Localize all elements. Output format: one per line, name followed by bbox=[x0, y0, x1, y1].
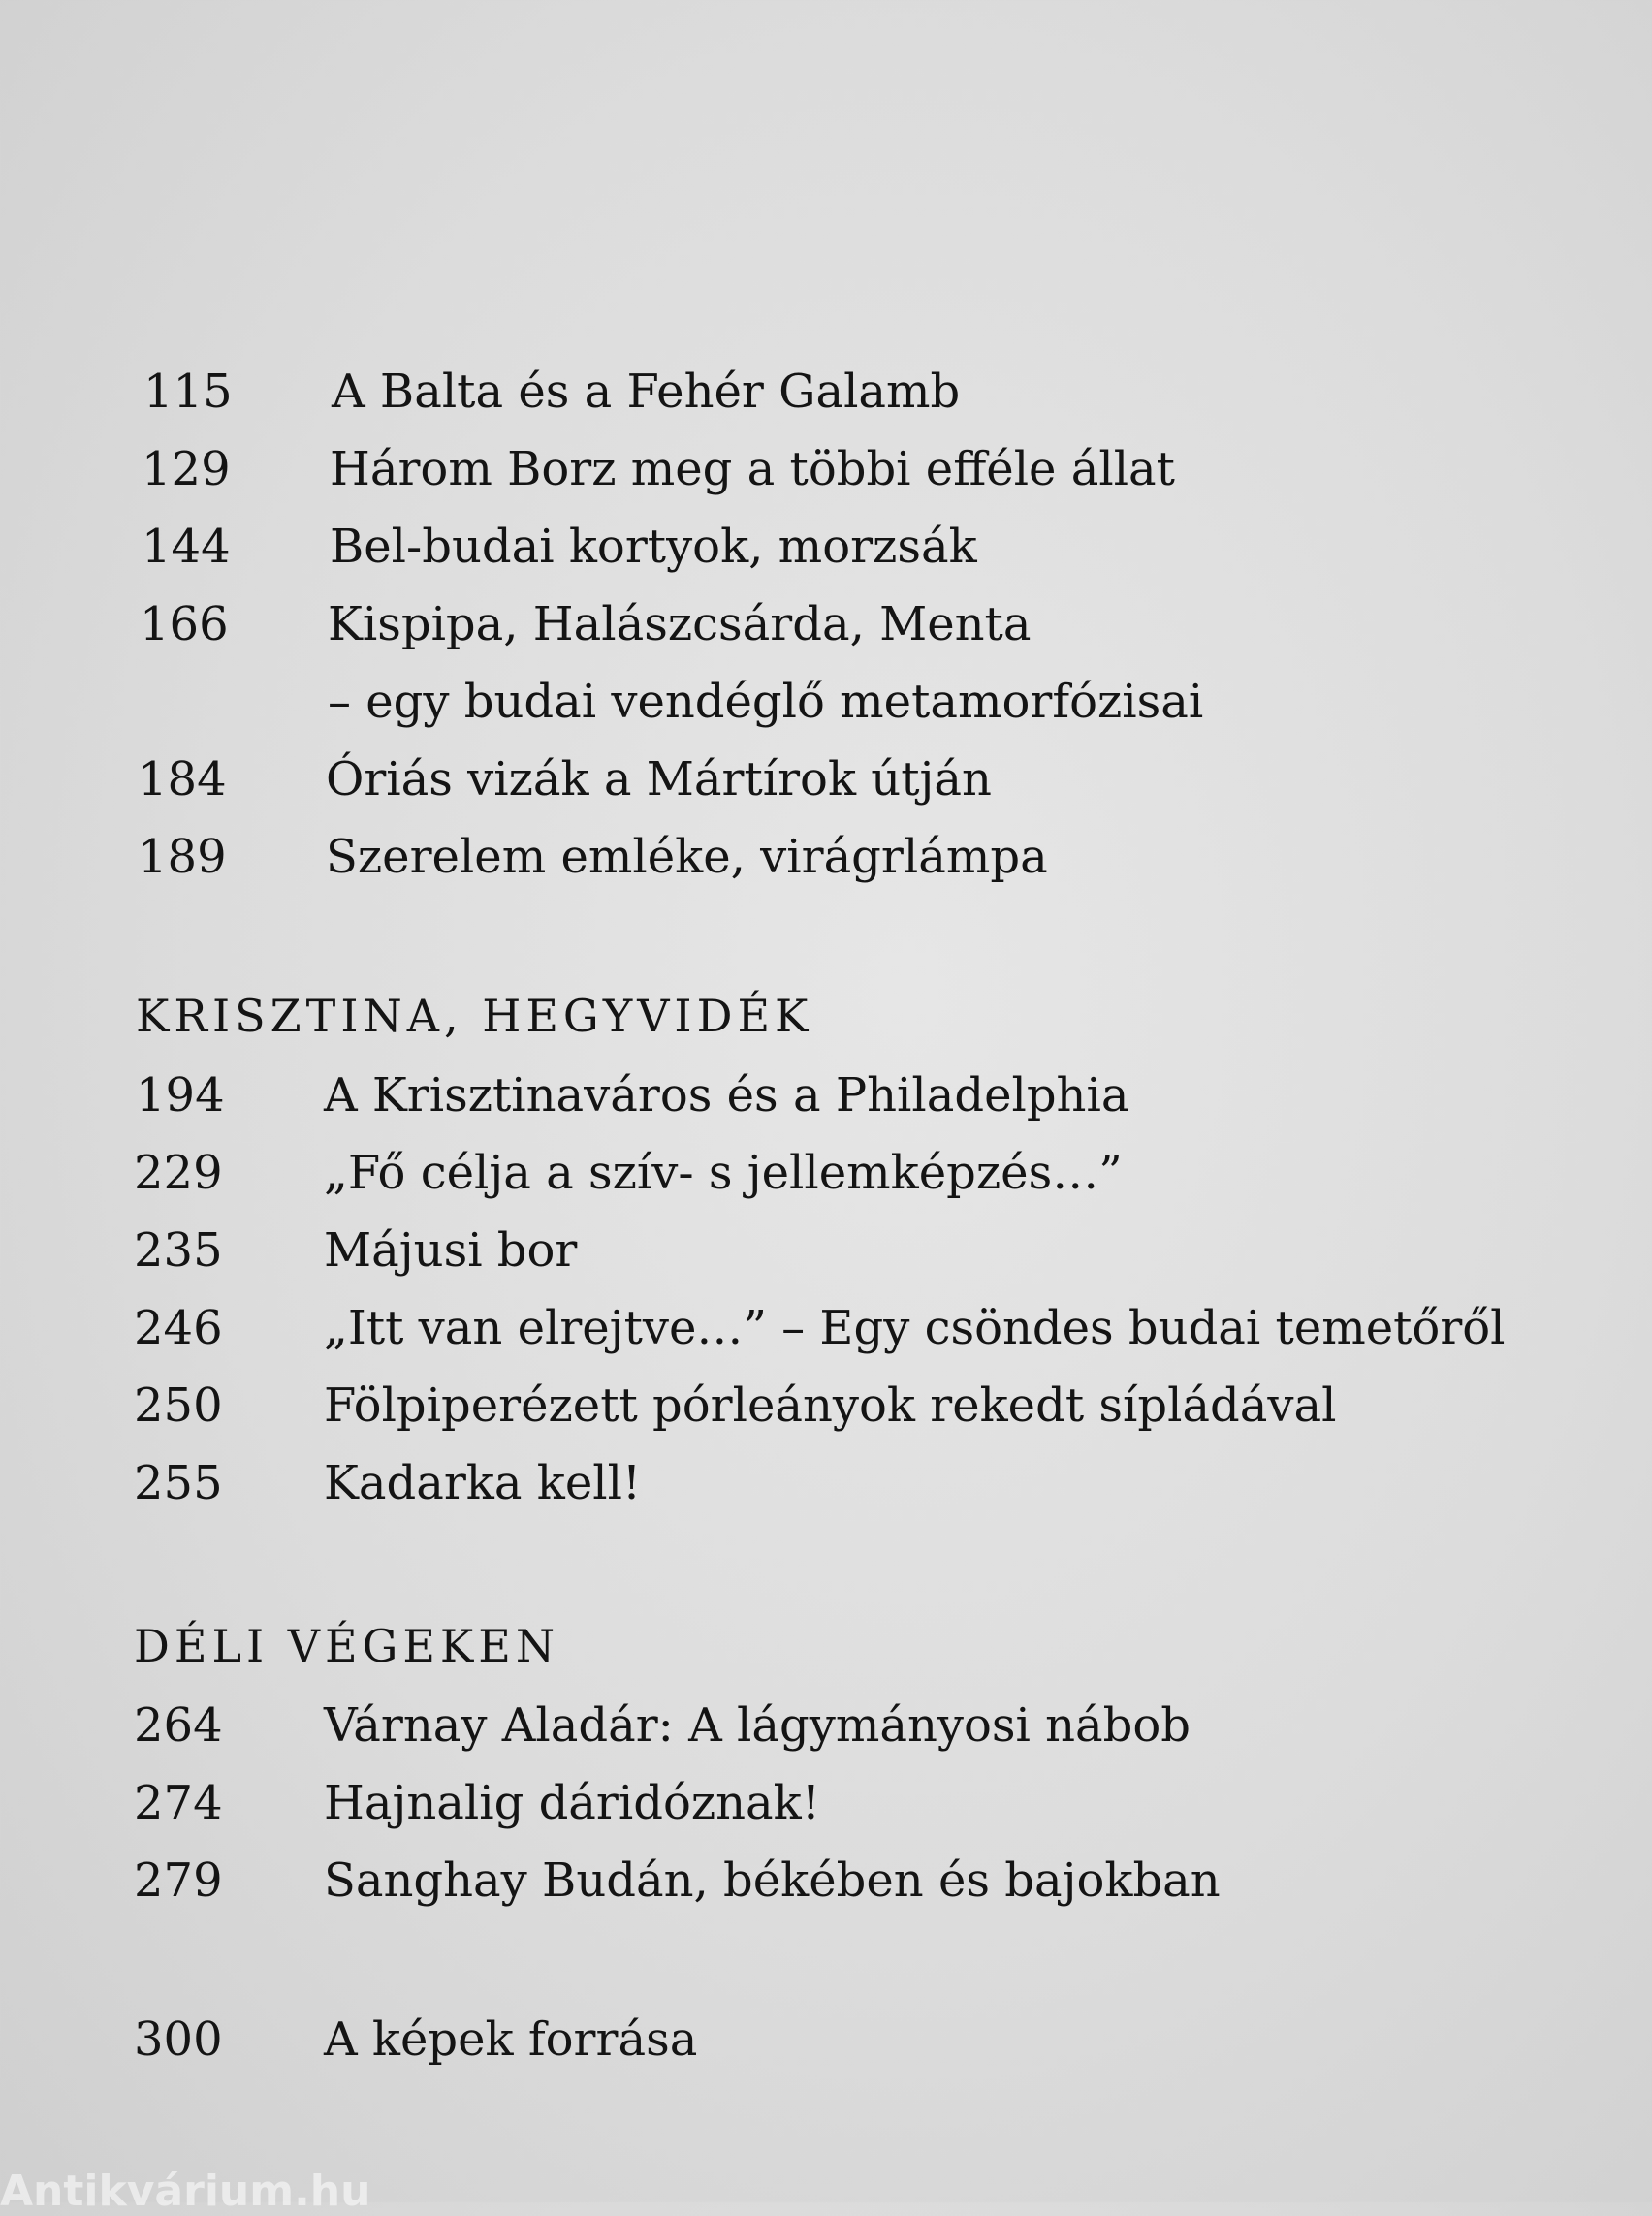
entry-title: Fölpiperézett pórleányok rekedt sípládával bbox=[324, 1378, 1337, 1433]
entry-title: Óriás vizák a Mártírok útján bbox=[326, 752, 992, 807]
page-number: 250 bbox=[134, 1378, 223, 1433]
page-number: 115 bbox=[143, 364, 233, 419]
entry-title-line-2: – egy budai vendéglő metamorfózisai bbox=[328, 675, 1204, 729]
page-number: 229 bbox=[134, 1146, 223, 1200]
page-number: 235 bbox=[134, 1223, 223, 1278]
entry-title: Bel-budai kortyok, morzsák bbox=[330, 520, 977, 574]
entry-title: A Krisztinaváros és a Philadelphia bbox=[324, 1068, 1129, 1123]
entry-title: A Balta és a Fehér Galamb bbox=[332, 364, 961, 419]
page-number: 166 bbox=[140, 597, 229, 651]
page-number: 255 bbox=[134, 1456, 223, 1510]
page-number: 274 bbox=[134, 1776, 223, 1830]
entry-title: A képek forrása bbox=[324, 2012, 698, 2067]
entry-title: Hajnalig dáridóznak! bbox=[324, 1776, 821, 1830]
entry-title: Szerelem emléke, virágrlámpa bbox=[326, 830, 1048, 884]
page-number: 246 bbox=[134, 1301, 223, 1355]
entry-title: Kadarka kell! bbox=[324, 1456, 642, 1510]
entry-title: „Fő célja a szív- s jellemképzés…” bbox=[324, 1146, 1123, 1200]
page-number: 279 bbox=[134, 1853, 223, 1908]
entry-title: „Itt van elrejtve…” – Egy csöndes budai temetőről bbox=[324, 1301, 1506, 1355]
entry-title: Három Borz meg a többi efféle állat bbox=[330, 442, 1175, 496]
entry-title: Kispipa, Halászcsárda, Menta bbox=[328, 597, 1032, 651]
watermark: Antikvárium.hu bbox=[0, 2167, 371, 2216]
page-number: 144 bbox=[142, 520, 231, 574]
page-number: 300 bbox=[134, 2012, 223, 2067]
page-number: 194 bbox=[136, 1068, 225, 1123]
entry-title: Májusi bor bbox=[324, 1223, 578, 1278]
section-heading: KRISZTINA, HEGYVIDÉK bbox=[136, 990, 813, 1042]
page-number: 129 bbox=[142, 442, 231, 496]
section-heading: DÉLI VÉGEKEN bbox=[134, 1620, 560, 1672]
entry-title: Sanghay Budán, békében és bajokban bbox=[324, 1853, 1221, 1908]
page-number: 264 bbox=[134, 1698, 223, 1753]
entry-title: Várnay Aladár: A lágymányosi nábob bbox=[324, 1698, 1191, 1753]
page-number: 189 bbox=[138, 830, 227, 884]
page-number: 184 bbox=[138, 752, 227, 807]
